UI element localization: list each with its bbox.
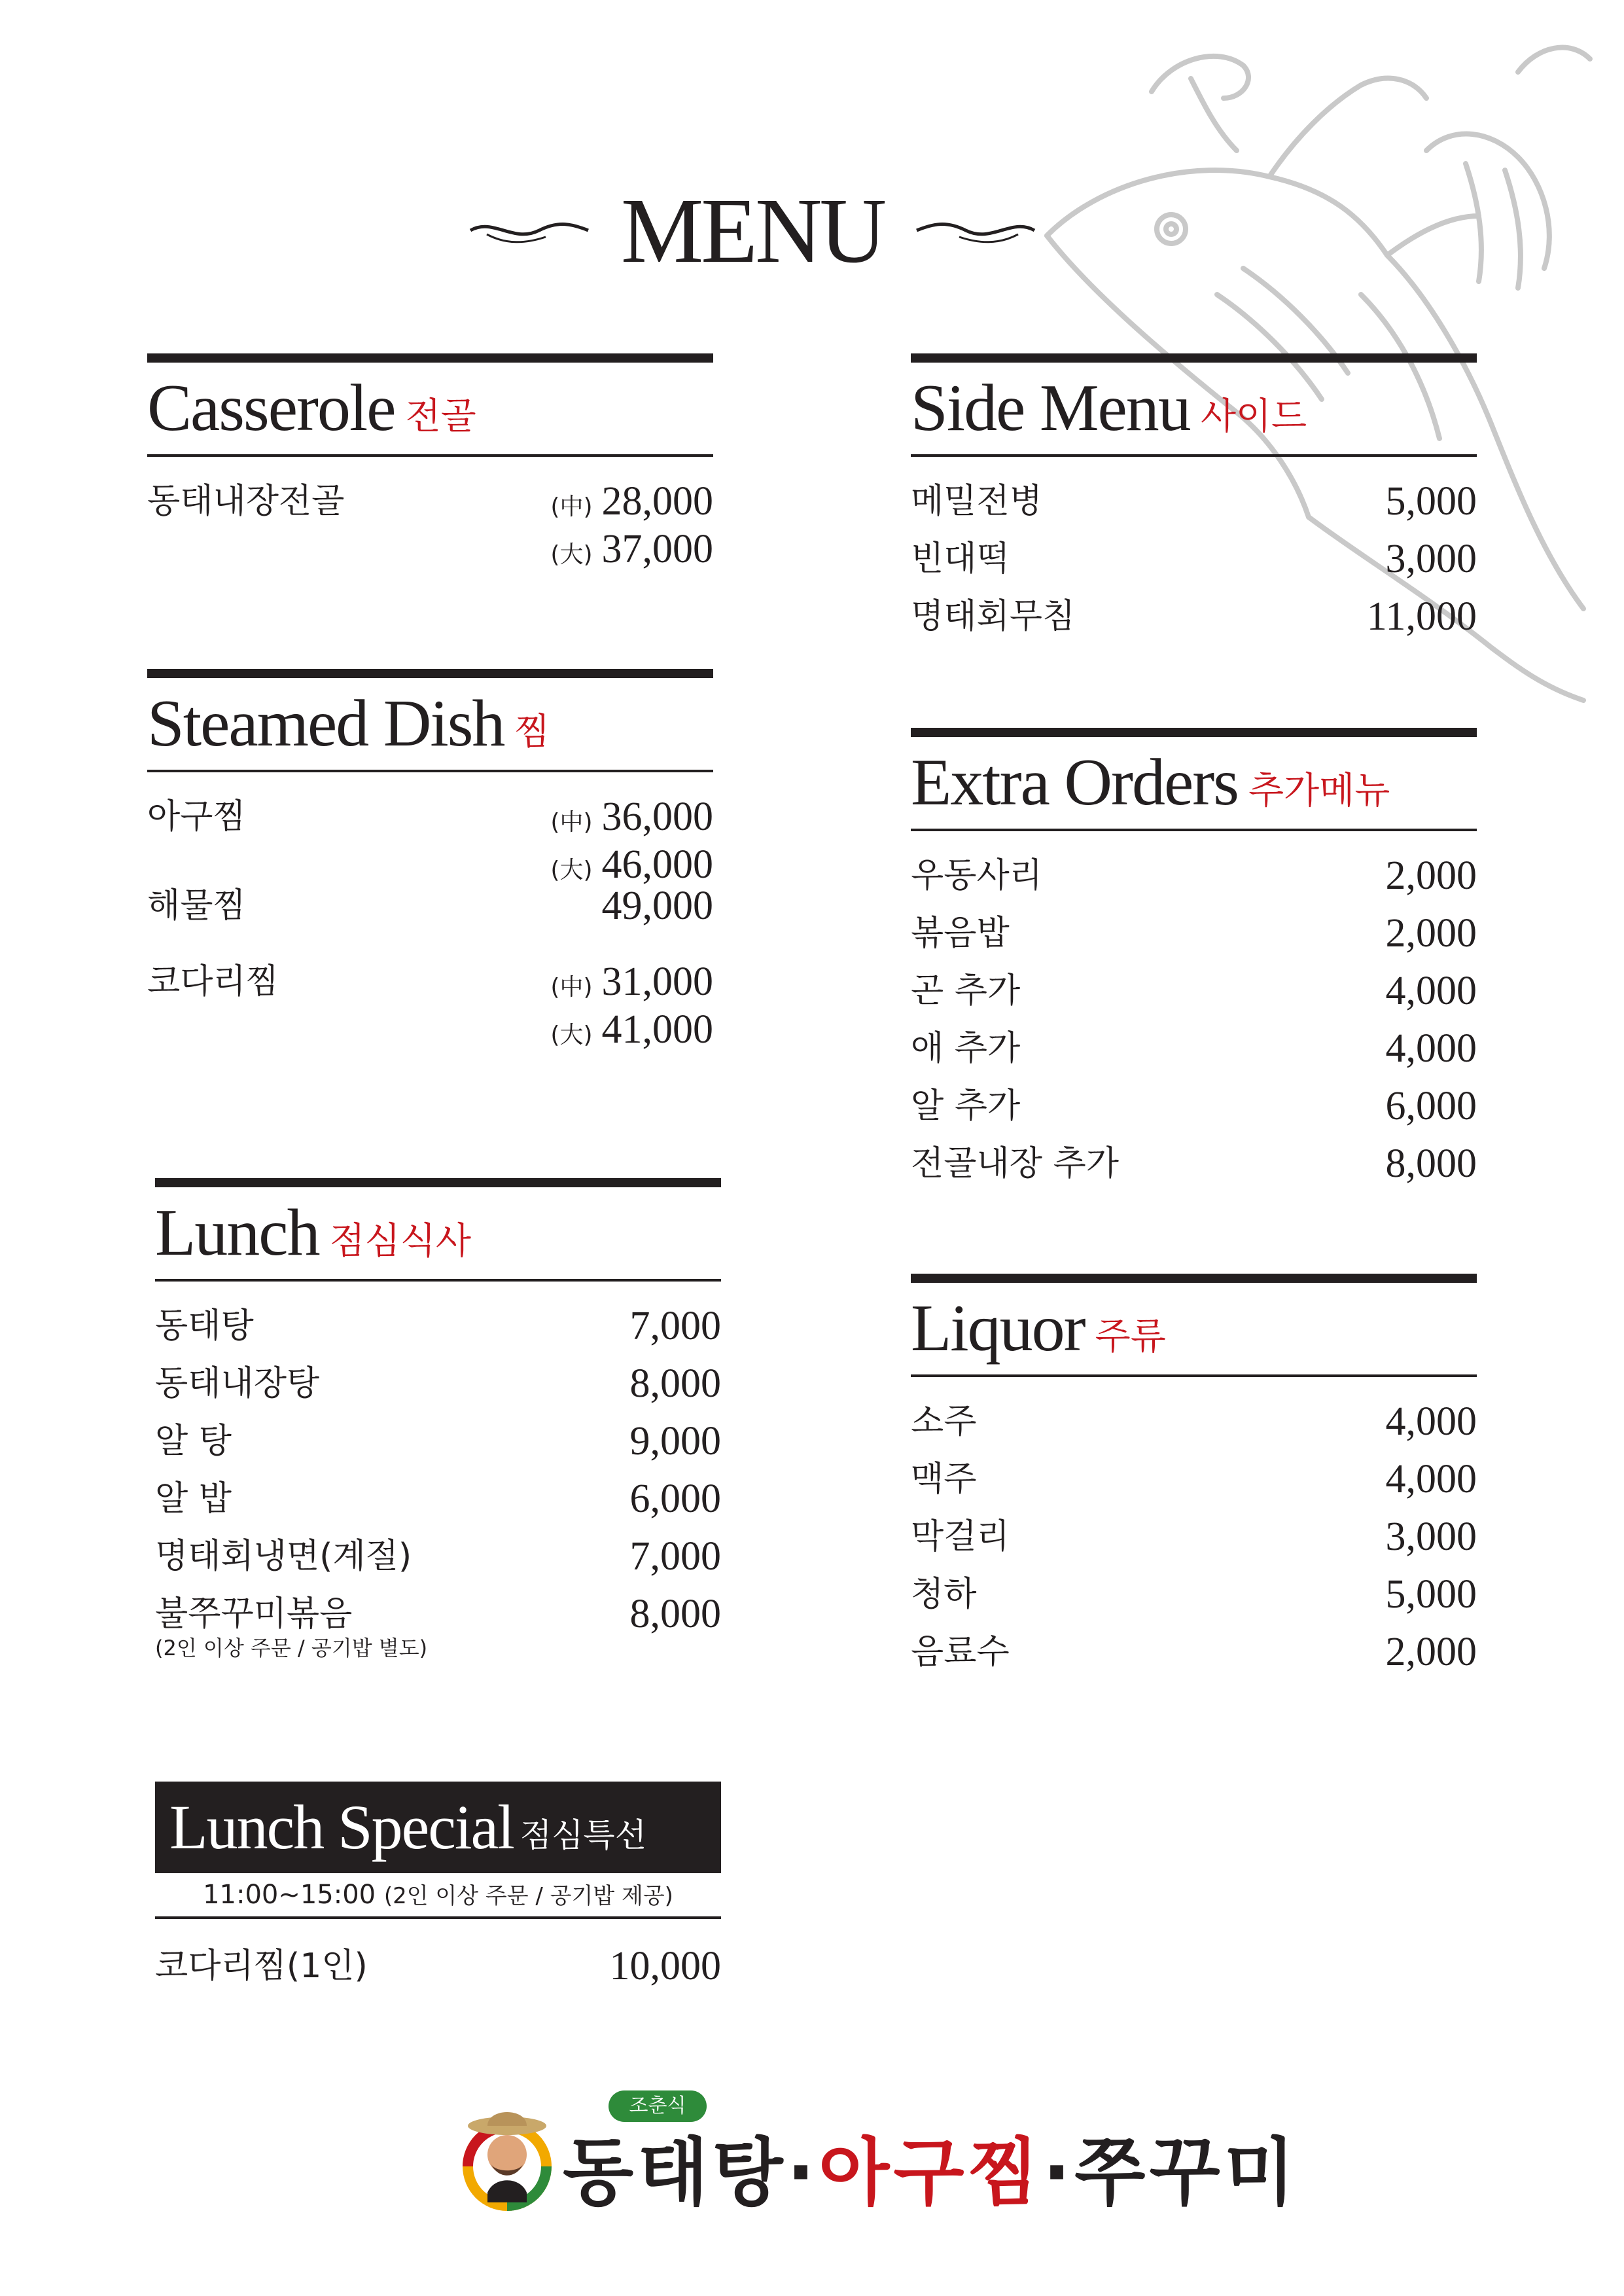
item-name: 명태회냉면(계절)	[155, 1537, 412, 1576]
menu-item	[911, 1401, 1477, 1458]
item-name: 애 추가	[911, 1029, 1021, 1068]
item-price: 9,000	[629, 1419, 721, 1463]
menu-item	[155, 1420, 721, 1478]
item-price: 3,000	[1385, 537, 1477, 581]
menu-item	[911, 1573, 1477, 1631]
section-title-en: Steamed Dish	[147, 687, 504, 761]
section-top-bar	[155, 1178, 721, 1187]
item-name: 해물찜	[147, 886, 246, 925]
menu-item	[155, 1305, 721, 1363]
item-prices	[550, 961, 713, 1056]
section-title-en: Lunch Special	[169, 1792, 514, 1862]
item-name: 동태내장탕	[155, 1364, 320, 1403]
item-price: 4,000	[1385, 1457, 1477, 1501]
item-price: 10,000	[609, 1944, 721, 1988]
size-label: (中)	[550, 809, 593, 836]
section-extra-orders	[911, 728, 1477, 1200]
special-hours: 11:00~15:00	[203, 1880, 376, 1910]
item-name: 음료수	[911, 1632, 1010, 1672]
item-name: 곤 추가	[911, 971, 1021, 1011]
item-name: 아구찜	[147, 797, 246, 836]
section-header	[911, 1283, 1477, 1377]
item-prices	[550, 796, 713, 891]
item-price: 7,000	[629, 1304, 721, 1348]
item-price: 8,000	[1385, 1141, 1477, 1186]
special-header	[155, 1782, 721, 1873]
section-title-en: Liquor	[911, 1291, 1085, 1365]
item-price: 5,000	[1385, 479, 1477, 524]
item-name: 동태탕	[155, 1306, 254, 1346]
size-label: (中)	[550, 493, 593, 520]
menu-item	[911, 1085, 1477, 1143]
item-price: 37,000	[601, 527, 713, 571]
menu-item	[911, 538, 1477, 596]
item-name: 알 탕	[155, 1422, 232, 1461]
item-price: 28,000	[601, 479, 713, 524]
item-price: 31,000	[601, 960, 713, 1004]
item-price: 2,000	[1385, 911, 1477, 956]
page-title: MENU	[620, 179, 885, 282]
item-price: 6,000	[1385, 1084, 1477, 1128]
section-title-ko: 찜	[514, 711, 550, 753]
section-header	[147, 678, 713, 772]
menu-item	[147, 885, 713, 942]
section-title-en: Extra Orders	[911, 745, 1238, 819]
item-name: 우동사리	[911, 856, 1042, 895]
item-name: 불쭈꾸미볶음	[155, 1594, 353, 1634]
section-title-ko: 전골	[405, 395, 476, 438]
section-header	[911, 737, 1477, 831]
item-name: 알 추가	[911, 1086, 1021, 1126]
menu-item	[911, 1631, 1477, 1689]
item-name: 청하	[911, 1575, 977, 1614]
flourish-right-icon	[913, 211, 1038, 250]
section-title-en: Side Menu	[911, 371, 1190, 445]
size-label: (大)	[550, 857, 593, 884]
menu-item	[147, 480, 713, 569]
item-price: 8,000	[629, 1592, 721, 1636]
item-name: 맥주	[911, 1460, 977, 1499]
section-top-bar	[147, 669, 713, 678]
section-liquor	[911, 1274, 1477, 1689]
menu-item	[911, 596, 1477, 653]
item-name-with-note	[155, 1593, 427, 1661]
menu-item	[911, 912, 1477, 970]
menu-item	[155, 1535, 721, 1593]
brand-name-part: 동태탕·	[563, 2130, 819, 2215]
menu-item	[155, 1478, 721, 1535]
menu-header	[0, 177, 1505, 284]
item-name: 소주	[911, 1402, 977, 1441]
special-conditions	[155, 1873, 721, 1919]
menu-item	[147, 961, 713, 1050]
menu-item	[155, 1363, 721, 1420]
section-title-ko: 추가메뉴	[1248, 770, 1390, 812]
item-name: 코다리찜	[147, 962, 279, 1001]
menu-item	[911, 480, 1477, 538]
item-name: 명태회무침	[911, 597, 1076, 636]
special-condition: (2인 이상 주문 / 공기밥 제공)	[383, 1883, 673, 1909]
brand-mark-text: 조춘식	[629, 2094, 686, 2117]
section-header	[155, 1187, 721, 1282]
item-price: 2,000	[1385, 853, 1477, 898]
flourish-left-icon	[467, 211, 591, 250]
menu-item	[155, 1945, 721, 2003]
section-title-ko: 주류	[1095, 1316, 1166, 1358]
menu-item	[911, 1028, 1477, 1085]
section-title-ko: 점심식사	[329, 1220, 471, 1263]
item-price: 41,000	[601, 1007, 713, 1052]
section-top-bar	[911, 353, 1477, 363]
item-price: 2,000	[1385, 1630, 1477, 1674]
chef-logo-icon	[458, 2094, 556, 2219]
section-top-bar	[147, 353, 713, 363]
menu-item	[911, 970, 1477, 1028]
item-price: 4,000	[1385, 969, 1477, 1013]
item-price: 4,000	[1385, 1026, 1477, 1071]
item-price: 46,000	[601, 842, 713, 887]
brand-name	[563, 2114, 1299, 2219]
size-label: (大)	[550, 541, 593, 568]
size-label: (大)	[550, 1022, 593, 1049]
item-price: 3,000	[1385, 1515, 1477, 1559]
item-prices	[550, 480, 713, 576]
item-name: 동태내장전골	[147, 482, 345, 521]
item-price: 5,000	[1385, 1572, 1477, 1617]
brand-name-part: ·쭈꾸미	[1042, 2130, 1299, 2215]
section-lunch-special	[155, 1782, 721, 2003]
item-name: 코다리찜(1인)	[155, 1946, 368, 1986]
item-price: 8,000	[629, 1361, 721, 1406]
menu-item	[155, 1592, 721, 1660]
size-label: (中)	[550, 974, 593, 1001]
section-top-bar	[911, 728, 1477, 737]
section-side-menu	[911, 353, 1477, 653]
section-lunch	[155, 1178, 721, 1660]
section-steamed	[147, 669, 713, 1050]
menu-item	[911, 855, 1477, 912]
section-title-en: Casserole	[147, 371, 395, 445]
item-name: 막걸리	[911, 1517, 1010, 1556]
brand-footer	[458, 2094, 1299, 2238]
item-price: 7,000	[629, 1534, 721, 1579]
item-price: 4,000	[1385, 1399, 1477, 1444]
menu-item	[911, 1143, 1477, 1200]
section-header	[147, 363, 713, 457]
item-price: 36,000	[601, 795, 713, 839]
item-name: 메밀전병	[911, 482, 1042, 521]
section-title-ko: 사이드	[1200, 395, 1307, 438]
item-price: 49,000	[601, 884, 713, 928]
item-name: 빈대떡	[911, 539, 1010, 579]
section-title-en: Lunch	[155, 1196, 319, 1270]
section-title-ko: 점심특선	[520, 1816, 647, 1854]
item-price: 6,000	[629, 1477, 721, 1521]
item-price: 11,000	[1366, 594, 1477, 639]
menu-item	[147, 796, 713, 885]
section-casserole	[147, 353, 713, 569]
menu-item	[911, 1516, 1477, 1573]
section-header	[911, 363, 1477, 457]
brand-name-part: 아구찜	[819, 2130, 1043, 2215]
section-top-bar	[911, 1274, 1477, 1283]
item-note: (2인 이상 주문 / 공기밥 별도)	[155, 1636, 428, 1660]
item-name: 알 밥	[155, 1479, 232, 1518]
item-name: 볶음밥	[911, 914, 1010, 953]
item-name: 전골내장 추가	[911, 1144, 1119, 1183]
menu-item	[911, 1458, 1477, 1516]
